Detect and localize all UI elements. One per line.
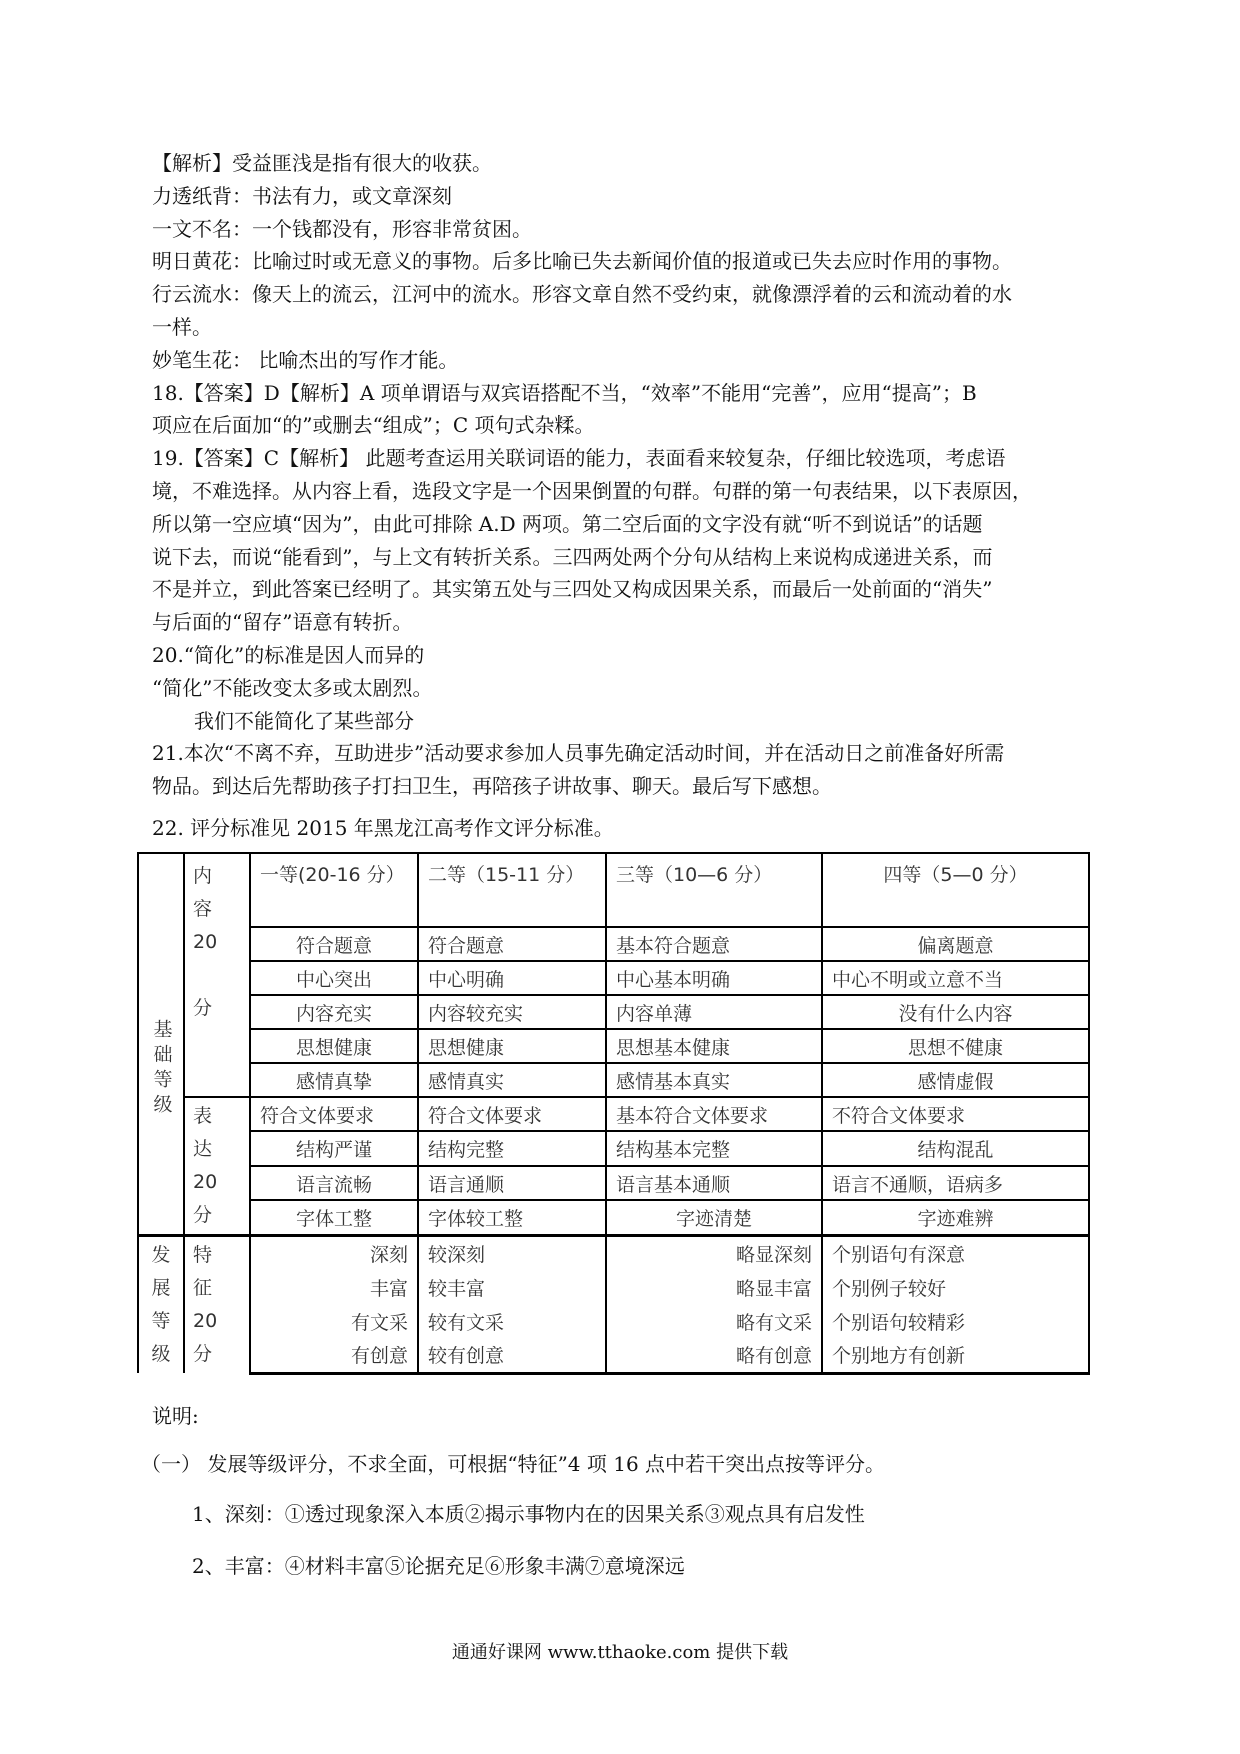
text-line: 力透纸背：书法有力，或文章深刻	[152, 183, 452, 208]
table-cell: 丰富	[250, 1271, 418, 1305]
table-cell: 字迹清楚	[606, 1200, 822, 1235]
table-cell: 不符合文体要求	[822, 1097, 1089, 1131]
label-char: 级	[151, 1343, 171, 1365]
table-cell: 个别例子较好	[822, 1271, 1089, 1305]
table-cell: 结构混乱	[822, 1131, 1089, 1165]
text-line: 21.本次“不离不弃，互助进步”活动要求参加人员事先确定活动时间，并在活动日之前准备好所需	[152, 741, 1005, 766]
table-cell: 中心不明或立意不当	[822, 961, 1089, 995]
notes-item-2: 1、深刻：①透过现象深入本质②揭示事物内在的因果关系③观点具有启发性	[192, 1502, 865, 1526]
table-cell: 中心基本明确	[606, 961, 822, 995]
text-line: 说下去，而说“能看到”，与上文有转折关系。三四两处两个分句从结构上来说构成递进关系，而	[152, 544, 993, 569]
label-char: 容	[193, 898, 213, 920]
text-line: 与后面的“留存”语意有转折。	[152, 610, 413, 635]
table-cell: 语言流畅	[250, 1166, 418, 1200]
table-row	[138, 995, 1089, 1029]
text-line: “简化”不能改变太多或太剧烈。	[152, 675, 433, 700]
table-cell: 思想健康	[250, 1029, 418, 1063]
text-line: 不是并立，到此答案已经明了。其实第五处与三四处又构成因果关系，而最后一处前面的“消失”	[152, 577, 993, 602]
table-cell: 偏离题意	[822, 927, 1089, 961]
table-cell: 符合文体要求	[250, 1097, 418, 1131]
text-line: 一样。	[152, 314, 212, 339]
header-grade-2: 二等（15-11 分）	[418, 853, 606, 927]
table-cell: 字体较工整	[418, 1200, 606, 1235]
table-cell: 较丰富	[418, 1271, 606, 1305]
header-grade-3: 三等（10—6 分）	[606, 853, 822, 927]
text-line: 一文不名：一个钱都没有，形容非常贫困。	[152, 216, 532, 241]
expression-label	[184, 1097, 250, 1236]
table-cell: 深刻	[250, 1236, 418, 1271]
table-cell: 较深刻	[418, 1236, 606, 1271]
label-char: 表	[193, 1105, 213, 1127]
table-cell: 有创意	[250, 1338, 418, 1373]
table-row	[138, 1200, 1089, 1235]
grading-table	[137, 852, 1090, 1375]
label-char: 分	[193, 1204, 213, 1226]
table-cell: 感情基本真实	[606, 1063, 822, 1097]
text-line: 20.“简化”的标准是因人而异的	[152, 642, 425, 667]
text-line: 境，不难选择。从内容上看，选段文字是一个因果倒置的句群。句群的第一句表结果，以下表原因，	[152, 478, 1032, 503]
table-cell: 略有文采	[606, 1304, 822, 1338]
table-row	[138, 1338, 1089, 1373]
table-cell: 没有什么内容	[822, 995, 1089, 1029]
table-cell: 内容单薄	[606, 995, 822, 1029]
label-char: 展	[151, 1277, 171, 1299]
table-cell: 语言基本通顺	[606, 1166, 822, 1200]
header-grade-1: 一等(20-16 分）	[250, 853, 418, 927]
table-cell: 感情真挚	[250, 1063, 418, 1097]
table-cell: 略显丰富	[606, 1271, 822, 1305]
label-char: 20	[193, 1171, 218, 1193]
feature-label	[184, 1236, 250, 1374]
table-cell: 中心突出	[250, 961, 418, 995]
content-label	[184, 853, 250, 1097]
answer-analysis-block	[152, 147, 1087, 803]
table-cell: 符合题意	[250, 927, 418, 961]
table-cell: 字迹难辨	[822, 1200, 1089, 1235]
table-row	[138, 961, 1089, 995]
table-row	[138, 1063, 1089, 1097]
table-row	[138, 927, 1089, 961]
table-row	[138, 1236, 1089, 1271]
table-cell: 结构严谨	[250, 1131, 418, 1165]
text-line: 明日黄花：比喻过时或无意义的事物。后多比喻已失去新闻价值的报道或已失去应时作用的事物。	[152, 249, 1012, 274]
table-cell: 思想不健康	[822, 1029, 1089, 1063]
table-row	[138, 1271, 1089, 1305]
label-char: 内	[193, 865, 213, 887]
table-cell: 结构基本完整	[606, 1131, 822, 1165]
table-cell: 感情真实	[418, 1063, 606, 1097]
table-cell: 结构完整	[418, 1131, 606, 1165]
table-cell: 有文采	[250, 1304, 418, 1338]
table-cell: 个别语句有深意	[822, 1236, 1089, 1271]
page-footer: 通通好课网 www.tthaoke.com 提供下载	[451, 1642, 789, 1663]
text-line: 行云流水：像天上的流云，江河中的流水。形容文章自然不受约束，就像漂浮着的云和流动着的水	[152, 282, 1012, 307]
label-char: 征	[193, 1277, 213, 1299]
text-line: 妙笔生花： 比喻杰出的写作才能。	[152, 347, 459, 372]
table-cell: 中心明确	[418, 961, 606, 995]
basic-grade-label	[138, 853, 184, 1236]
table-row	[138, 1131, 1089, 1165]
table-cell: 略有创意	[606, 1338, 822, 1373]
notes-item-3: 2、丰富：④材料丰富⑤论据充足⑥形象丰满⑦意境深远	[192, 1554, 685, 1578]
label-char: 等	[151, 1310, 171, 1332]
table-cell: 思想基本健康	[606, 1029, 822, 1063]
table-row	[138, 1166, 1089, 1200]
spacer	[193, 959, 241, 992]
table-cell: 符合题意	[418, 927, 606, 961]
table-cell: 语言通顺	[418, 1166, 606, 1200]
question-22-line: 22. 评分标准见 2015 年黑龙江高考作文评分标准。	[152, 816, 614, 840]
table-cell: 基本符合题意	[606, 927, 822, 961]
label-char: 20	[193, 1310, 218, 1332]
label-char: 分	[193, 997, 213, 1019]
text-line: 所以第一空应填“因为”，由此可排除 A.D 两项。第二空后面的文字没有就“听不到说话”的话题	[152, 511, 983, 536]
table-cell: 较有创意	[418, 1338, 606, 1373]
table-cell: 思想健康	[418, 1029, 606, 1063]
table-cell: 较有文采	[418, 1304, 606, 1338]
table-cell: 字体工整	[250, 1200, 418, 1235]
table-row	[138, 1029, 1089, 1063]
table-cell: 语言不通顺，语病多	[822, 1166, 1089, 1200]
text-line: 我们不能简化了某些部分	[194, 708, 414, 733]
label-char: 20	[193, 931, 218, 953]
notes-item-1: （一） 发展等级评分，不求全面，可根据“特征”4 项 16 点中若干突出点按等评分。	[141, 1452, 886, 1476]
basic-grade-text: 基础等级	[150, 1018, 173, 1119]
table-cell: 内容充实	[250, 995, 418, 1029]
label-char: 发	[151, 1244, 171, 1266]
table-cell: 符合文体要求	[418, 1097, 606, 1131]
label-char: 特	[193, 1244, 213, 1266]
table-row	[138, 1097, 1089, 1131]
header-grade-4: 四等（5—0 分）	[822, 853, 1089, 927]
label-char: 达	[193, 1138, 213, 1160]
table-cell: 个别地方有创新	[822, 1338, 1089, 1373]
table-row	[138, 1304, 1089, 1338]
text-line: 项应在后面加“的”或删去“组成”；C 项句式杂糅。	[152, 413, 595, 438]
table-cell: 个别语句较精彩	[822, 1304, 1089, 1338]
table-cell: 内容较充实	[418, 995, 606, 1029]
label-char: 分	[193, 1343, 213, 1365]
text-line: 19.【答案】C【解析】 此题考查运用关联词语的能力，表面看来较复杂，仔细比较选项，考虑语	[152, 446, 1006, 471]
table-cell: 略显深刻	[606, 1236, 822, 1271]
text-line: 【解析】受益匪浅是指有很大的收获。	[152, 151, 492, 175]
development-grade-label	[138, 1236, 184, 1374]
text-line: 18.【答案】D【解析】A 项单谓语与双宾语搭配不当，“效率”不能用“完善”，应用“提高”；B	[152, 380, 977, 405]
notes-title: 说明:	[152, 1404, 199, 1428]
text-line: 物品。到达后先帮助孩子打扫卫生，再陪孩子讲故事、聊天。最后写下感想。	[152, 774, 832, 799]
table-cell: 感情虚假	[822, 1063, 1089, 1097]
table-cell: 基本符合文体要求	[606, 1097, 822, 1131]
